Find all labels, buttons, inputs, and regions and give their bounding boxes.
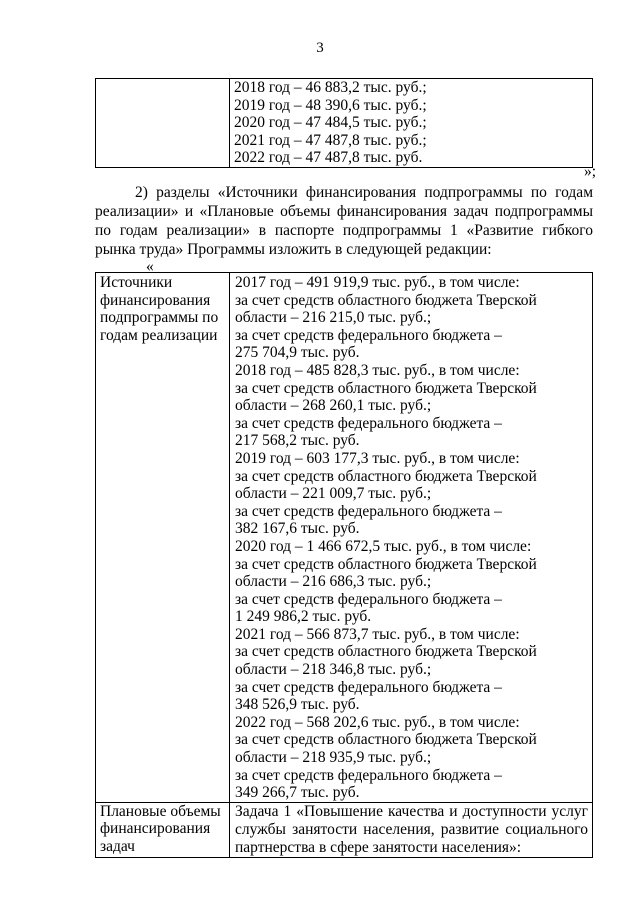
financing-line: области – 221 009,7 тыс. руб.; bbox=[235, 485, 432, 503]
financing-line: за счет средств областного бюджета Тверской bbox=[235, 555, 537, 573]
financing-line: 2018 год – 485 828,3 тыс. руб., в том числе: bbox=[235, 361, 520, 379]
financing-line: 382 167,6 тыс. руб. bbox=[235, 520, 360, 538]
financing-line: области – 218 346,8 тыс. руб.; bbox=[235, 661, 432, 679]
financing-line: за счет средств областного бюджета Тверской bbox=[235, 467, 537, 485]
financing-line: за счет средств областного бюджета Тверской bbox=[235, 379, 537, 397]
financing-line: 2021 год – 566 873,7 тыс. руб., в том числе: bbox=[235, 625, 520, 643]
financing-line: области – 268 260,1 тыс. руб.; bbox=[235, 397, 432, 415]
financing-line: области – 216 215,0 тыс. руб.; bbox=[235, 309, 432, 327]
amount-line: 2021 год – 47 487,8 тыс. руб.; bbox=[234, 131, 427, 149]
continued-table bbox=[95, 78, 593, 168]
financing-line: 349 266,7 тыс. руб. bbox=[235, 784, 360, 802]
table-row bbox=[96, 802, 593, 857]
financing-line: за счет средств федерального бюджета – bbox=[235, 678, 502, 696]
closing-quote: »; bbox=[584, 163, 597, 180]
amount-line: 2018 год – 46 883,2 тыс. руб.; bbox=[234, 79, 427, 96]
yearly-amounts-cell bbox=[230, 79, 593, 168]
financing-line: 348 526,9 тыс. руб. bbox=[235, 696, 360, 714]
amendment-paragraph: 2) разделы «Источники финансирования подпрограммы по годам реализации» и «Плановые объемы финансирования задач подпрограммы по годам реализации» в паспорте подпрограммы 1 «Развитие гибкого рынка труда» Программы изложить в следующей редакции: bbox=[95, 184, 593, 258]
planned-volumes-label: Плановые объемы финансирования задач bbox=[96, 802, 230, 857]
financing-line: 1 249 986,2 тыс. руб. bbox=[235, 608, 372, 626]
financing-line: за счет средств федерального бюджета – bbox=[235, 414, 502, 432]
financing-sources-label: Источники финансирования подпрограммы по годам реализации bbox=[96, 273, 230, 803]
financing-line: за счет средств федерального бюджета – bbox=[235, 326, 502, 344]
financing-line: за счет средств областного бюджета Тверской bbox=[235, 731, 537, 749]
financing-line: за счет средств федерального бюджета – bbox=[235, 766, 502, 784]
amount-line: 2022 год – 47 487,8 тыс. руб. bbox=[234, 149, 423, 167]
opening-quote: « bbox=[146, 258, 154, 275]
financing-line: 2019 год – 603 177,3 тыс. руб., в том числе: bbox=[235, 449, 520, 467]
amount-line: 2019 год – 48 390,6 тыс. руб.; bbox=[234, 96, 427, 114]
amount-line: 2020 год – 47 484,5 тыс. руб.; bbox=[234, 114, 427, 132]
financing-line: области – 218 935,9 тыс. руб.; bbox=[235, 749, 432, 767]
financing-line: за счет средств федерального бюджета – bbox=[235, 502, 502, 520]
financing-line: 2022 год – 568 202,6 тыс. руб., в том числе: bbox=[235, 713, 520, 731]
financing-line: 275 704,9 тыс. руб. bbox=[235, 344, 360, 362]
financing-line: 2017 год – 491 919,9 тыс. руб., в том числе: bbox=[235, 274, 520, 291]
financing-line: 2020 год – 1 466 672,5 тыс. руб., в том числе: bbox=[235, 537, 532, 555]
financing-line: области – 216 686,3 тыс. руб.; bbox=[235, 573, 432, 591]
table-row bbox=[96, 273, 593, 803]
empty-label-cell bbox=[96, 79, 230, 168]
task-description: Задача 1 «Повышение качества и доступности услуг службы занятости населения, развитие социального партнерства в сфере занятости населения»: bbox=[230, 802, 593, 857]
financing-line: за счет средств федерального бюджета – bbox=[235, 590, 502, 608]
financing-line: за счет средств областного бюджета Тверской bbox=[235, 291, 537, 309]
financing-sources-values bbox=[230, 273, 593, 803]
financing-line: 217 568,2 тыс. руб. bbox=[235, 432, 360, 450]
financing-table bbox=[95, 272, 593, 858]
financing-line: за счет средств областного бюджета Тверской bbox=[235, 643, 537, 661]
page-number: 3 bbox=[316, 40, 324, 56]
